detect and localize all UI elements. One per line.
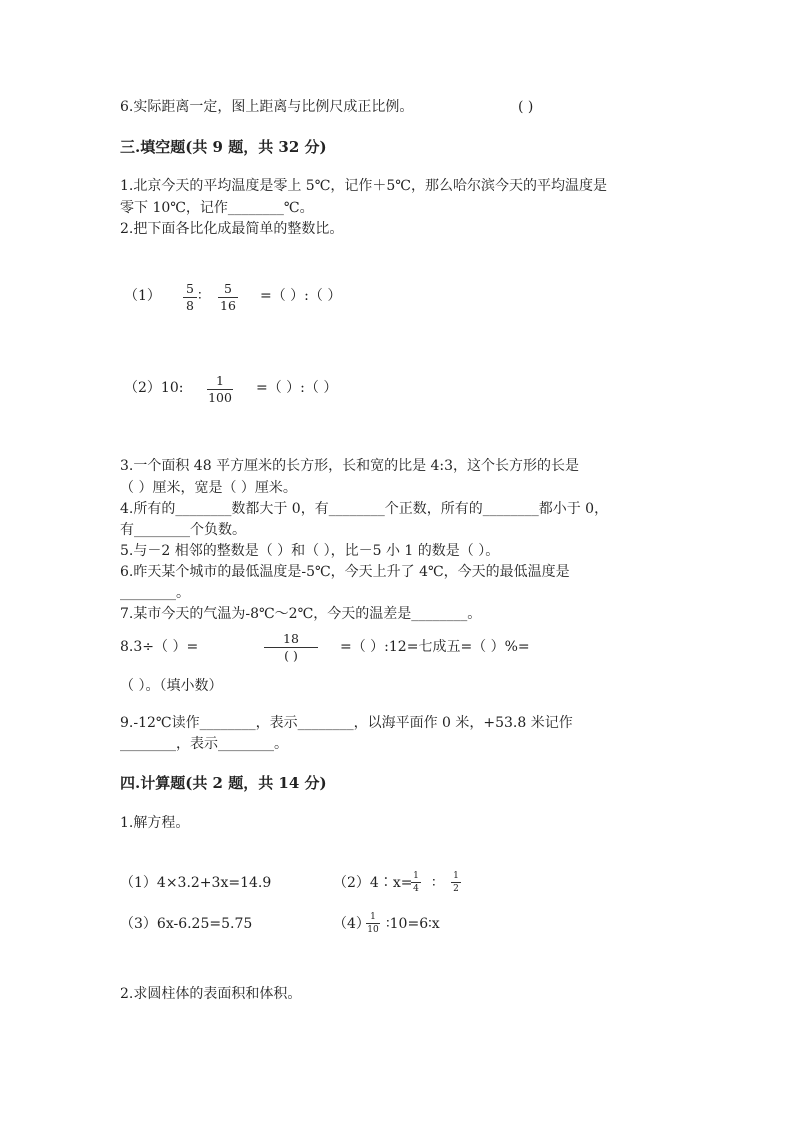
question-text: （ ）厘米，宽是（ ）厘米。: [120, 480, 297, 496]
answer-paren[interactable]: ( ): [518, 99, 534, 115]
numerator: 5: [186, 281, 194, 296]
question-text: 2.把下面各比化成最简单的整数比。: [120, 221, 344, 237]
numerator: 1: [413, 871, 419, 881]
equation: （3）6x-6.25=5.75: [120, 916, 253, 932]
numerator: 5: [224, 281, 232, 296]
equation-prefix: （2）4∶x=: [333, 875, 413, 891]
question-text: 1.北京今天的平均温度是零上 5℃，记作＋5℃，那么哈尔滨今天的平均温度是: [120, 178, 607, 194]
question-text: 4.所有的________数都大于 0，有________个正数，所有的________都小于 0，: [120, 501, 609, 517]
numerator: 1: [216, 373, 224, 388]
sub-label: （2）10:: [124, 380, 184, 396]
denominator: ( ): [284, 648, 298, 663]
question-text: ________，表示________。: [120, 736, 288, 752]
denominator: 16: [220, 298, 236, 313]
equation-suffix: ∶10=6∶x: [386, 916, 440, 932]
numerator: 18: [283, 631, 299, 646]
denominator: 4: [413, 884, 419, 894]
fraction-bar: [366, 923, 380, 924]
denominator: 2: [453, 884, 459, 894]
equation-prefix: （4）: [333, 916, 370, 932]
question-text: 6.实际距离一定，图上距离与比例尺成正比例。: [120, 99, 414, 115]
question-text: 1.解方程。: [120, 815, 190, 831]
question-text: 7.某市今天的气温为-8℃～2℃，今天的温差是________。: [120, 606, 482, 622]
tf-question-6: [120, 97, 413, 117]
fraction-bar: [451, 882, 461, 883]
fraction: [207, 374, 233, 405]
ratio-colon: ∶: [198, 288, 202, 304]
fraction: [218, 282, 238, 313]
ratio-colon: ∶: [432, 875, 436, 891]
question-text: 6.昨天某个城市的最低温度是-5℃，今天上升了 4℃，今天的最低温度是: [120, 564, 570, 580]
section-title: 四.计算题(共 2 题，共 14 分): [120, 774, 327, 792]
fraction: [451, 871, 461, 894]
section-title: 三.填空题(共 9 题，共 32 分): [120, 138, 327, 156]
fraction: [264, 632, 318, 663]
question-text: 零下 10℃，记作________℃。: [120, 200, 314, 216]
fraction: [411, 871, 421, 894]
answer-blanks[interactable]: =（ ）:（ ）: [260, 288, 342, 304]
sub-label: （1）: [124, 288, 161, 304]
numerator: 1: [370, 912, 376, 922]
question-text: =（ ）:12=七成五=（ ）%=: [340, 639, 530, 655]
question-text: （ ）。（填小数）: [120, 678, 223, 694]
answer-blanks[interactable]: =（ ）:（ ）: [256, 380, 338, 396]
question-text: 9.-12℃读作________，表示________，以海平面作 0 米，+53.8 米记作: [120, 715, 573, 731]
question-text: 3.一个面积 48 平方厘米的长方形，长和宽的比是 4:3，这个长方形的长是: [120, 458, 580, 474]
question-text: 2.求圆柱体的表面积和体积。: [120, 986, 302, 1002]
equation: （1）4×3.2+3x=14.9: [120, 875, 272, 891]
fraction: [366, 912, 380, 935]
denominator: 8: [186, 298, 194, 313]
denominator: 10: [367, 925, 379, 935]
denominator: 100: [208, 390, 232, 405]
numerator: 1: [453, 871, 459, 881]
question-text: 有________个负数。: [120, 522, 246, 538]
fraction-bar: [411, 882, 421, 883]
question-text: ________。: [120, 585, 190, 601]
fraction: [183, 282, 197, 313]
question-text: 5.与－2 相邻的整数是（ ）和（ ），比－5 小 1 的数是（ ）。: [120, 543, 500, 559]
question-text: 8.3÷（ ）=: [120, 639, 199, 655]
